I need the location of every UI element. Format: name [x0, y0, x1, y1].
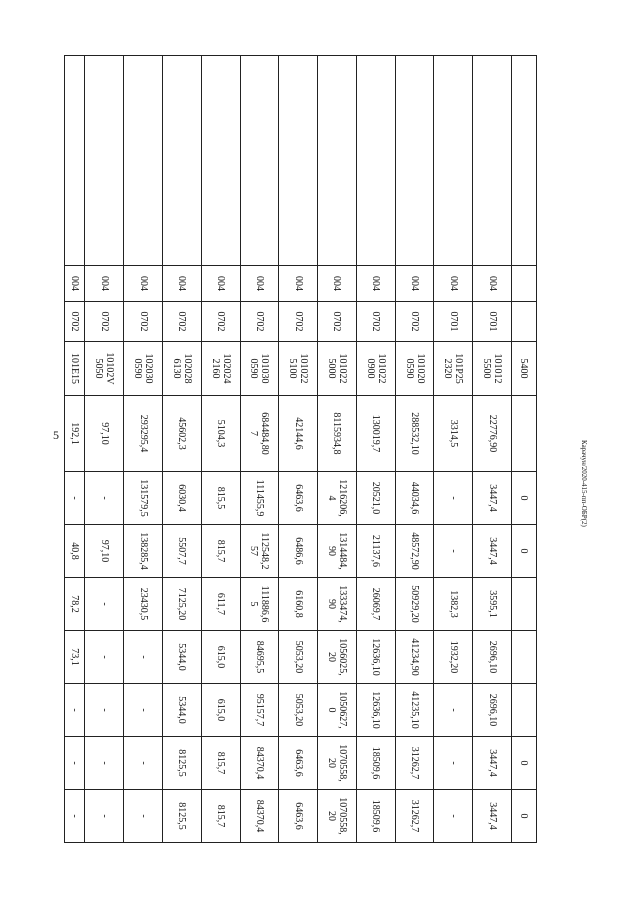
header-cell: 0: [512, 472, 537, 525]
table-row: [356, 56, 395, 843]
header-cell: [512, 302, 537, 342]
table-cell: 1050627, 0: [318, 684, 357, 737]
table-cell: 0702: [85, 302, 124, 342]
table-cell: [240, 56, 279, 266]
table-cell: 1056025, 20: [318, 631, 357, 684]
table-cell: 6463,6: [279, 790, 318, 843]
header-cell: [512, 56, 537, 266]
budget-table-frame: [64, 55, 537, 835]
table-cell: 004: [473, 266, 512, 302]
header-cell: [512, 631, 537, 684]
table-cell: 21137,6: [356, 525, 395, 578]
table-cell: 004: [279, 266, 318, 302]
table-cell: 004: [85, 266, 124, 302]
table-cell: 0702: [356, 302, 395, 342]
table-cell: 12636,10: [356, 684, 395, 737]
table-cell: 8125,5: [162, 737, 201, 790]
table-cell: 004: [395, 266, 434, 302]
table-cell: 7125,20: [162, 578, 201, 631]
table-cell: 0702: [201, 302, 240, 342]
table-cell: 97,10: [85, 396, 124, 472]
table-cell: 84695,5: [240, 631, 279, 684]
table-cell: [279, 56, 318, 266]
table-cell: 101022 5100: [279, 342, 318, 396]
header-cell: 0: [512, 790, 537, 843]
table-cell: -: [65, 737, 85, 790]
table-cell: 1932,20: [434, 631, 473, 684]
table-cell: 73,1: [65, 631, 85, 684]
table-cell: [473, 56, 512, 266]
table-cell: -: [434, 790, 473, 843]
table-cell: -: [434, 472, 473, 525]
table-cell: 45602,3: [162, 396, 201, 472]
table-cell: -: [124, 684, 163, 737]
header-cell: [512, 266, 537, 302]
table-cell: 004: [124, 266, 163, 302]
table-cell: [162, 56, 201, 266]
table-cell: 40,8: [65, 525, 85, 578]
table-cell: -: [85, 631, 124, 684]
table-cell: 3447,4: [473, 525, 512, 578]
table-cell: 615,0: [201, 631, 240, 684]
table-cell: 815,7: [201, 790, 240, 843]
table-cell: 84370,4: [240, 790, 279, 843]
table-cell: 101E15: [65, 342, 85, 396]
table-cell: 615,0: [201, 684, 240, 737]
table-cell: 815,7: [201, 737, 240, 790]
table-cell: [65, 56, 85, 266]
table-cell: 3447,4: [473, 472, 512, 525]
table-cell: 1333474, 90: [318, 578, 357, 631]
table-cell: [318, 56, 357, 266]
table-cell: -: [65, 472, 85, 525]
table-cell: -: [85, 684, 124, 737]
table-cell: 815,7: [201, 525, 240, 578]
table-cell: 41235,10: [395, 684, 434, 737]
table-cell: -: [65, 790, 85, 843]
table-cell: -: [434, 525, 473, 578]
table-cell: 004: [434, 266, 473, 302]
table-cell: 288532,10: [395, 396, 434, 472]
table-cell: 130019,7: [356, 396, 395, 472]
table-cell: 0702: [162, 302, 201, 342]
table-cell: [356, 56, 395, 266]
header-cell: 0: [512, 737, 537, 790]
table-cell: 26069,7: [356, 578, 395, 631]
budget-table: [64, 55, 537, 843]
table-cell: 31262,7: [395, 737, 434, 790]
table-row: [240, 56, 279, 843]
table-cell: 2696,10: [473, 684, 512, 737]
table-cell: 101P25 2320: [434, 342, 473, 396]
table-cell: 5053,20: [279, 684, 318, 737]
table-cell: 102028 6130: [162, 342, 201, 396]
table-cell: 8115934,8: [318, 396, 357, 472]
table-cell: 111886,6 5: [240, 578, 279, 631]
table-cell: 684484,80 7: [240, 396, 279, 472]
table-cell: 3447,4: [473, 790, 512, 843]
table-cell: 5507,7: [162, 525, 201, 578]
table-cell: 18509,6: [356, 737, 395, 790]
table-cell: 131579,5: [124, 472, 163, 525]
header-cell: [512, 578, 537, 631]
table-cell: 138285,4: [124, 525, 163, 578]
table-cell: [85, 56, 124, 266]
table-cell: 004: [318, 266, 357, 302]
table-cell: 192,1: [65, 396, 85, 472]
table-cell: [201, 56, 240, 266]
table-cell: 101022 5000: [318, 342, 357, 396]
table-cell: -: [124, 790, 163, 843]
table-cell: 1216206, 4: [318, 472, 357, 525]
table-cell: 6463,6: [279, 737, 318, 790]
table-cell: 6463,6: [279, 472, 318, 525]
table-cell: 101030 0590: [240, 342, 279, 396]
table-cell: 1382,3: [434, 578, 473, 631]
table-cell: -: [85, 578, 124, 631]
table-row: [201, 56, 240, 843]
table-cell: 101022 0900: [356, 342, 395, 396]
header-cell: [512, 684, 537, 737]
table-row: [85, 56, 124, 843]
table-cell: 8125,5: [162, 790, 201, 843]
table-cell: 5104,3: [201, 396, 240, 472]
table-cell: 004: [162, 266, 201, 302]
table-cell: -: [85, 737, 124, 790]
header-cell: 0: [512, 525, 537, 578]
table-cell: 102030 0590: [124, 342, 163, 396]
table-cell: 97,10: [85, 525, 124, 578]
table-cell: 1070558, 20: [318, 737, 357, 790]
table-row: [124, 56, 163, 843]
table-cell: 101020 0590: [395, 342, 434, 396]
table-cell: 101012 5500: [473, 342, 512, 396]
table-row: [395, 56, 434, 843]
table-cell: 5344,0: [162, 631, 201, 684]
table-cell: 48572,90: [395, 525, 434, 578]
table-cell: 31262,7: [395, 790, 434, 843]
table-cell: 102024 2160: [201, 342, 240, 396]
table-cell: 12636,10: [356, 631, 395, 684]
table-cell: 0702: [395, 302, 434, 342]
table-cell: 2696,10: [473, 631, 512, 684]
table-cell: 0702: [124, 302, 163, 342]
table-cell: 004: [201, 266, 240, 302]
table-cell: 0702: [65, 302, 85, 342]
table-cell: 95157,7: [240, 684, 279, 737]
page-number: 5: [53, 428, 59, 442]
table-cell: 0701: [434, 302, 473, 342]
table-cell: [124, 56, 163, 266]
table-cell: 41234,90: [395, 631, 434, 684]
table-row: [434, 56, 473, 843]
table-cell: 0702: [318, 302, 357, 342]
header-cell: [512, 396, 537, 472]
table-cell: 84370,4: [240, 737, 279, 790]
table-row: [65, 56, 85, 843]
table-cell: 3314,5: [434, 396, 473, 472]
table-cell: 10102V 5050: [85, 342, 124, 396]
table-cell: 6486,6: [279, 525, 318, 578]
table-row: [279, 56, 318, 843]
table-cell: 0701: [473, 302, 512, 342]
table-row: [318, 56, 357, 843]
table-cell: 004: [65, 266, 85, 302]
table-row: [162, 56, 201, 843]
table-cell: 50929,20: [395, 578, 434, 631]
table-cell: 6030,4: [162, 472, 201, 525]
table-cell: 5053,20: [279, 631, 318, 684]
table-cell: 78,2: [65, 578, 85, 631]
table-cell: 22776,90: [473, 396, 512, 472]
header-cell: 5400: [512, 342, 537, 396]
table-header-row: [512, 56, 537, 843]
table-cell: 293295,4: [124, 396, 163, 472]
table-cell: 815,5: [201, 472, 240, 525]
table-cell: 1314484, 90: [318, 525, 357, 578]
table-cell: 42144,6: [279, 396, 318, 472]
table-cell: 5344,0: [162, 684, 201, 737]
table-cell: 6160,8: [279, 578, 318, 631]
table-cell: -: [65, 684, 85, 737]
table-cell: 004: [356, 266, 395, 302]
table-cell: -: [434, 737, 473, 790]
table-cell: 112548,2 57: [240, 525, 279, 578]
table-cell: 004: [240, 266, 279, 302]
table-cell: -: [124, 737, 163, 790]
table-cell: 44034,6: [395, 472, 434, 525]
table-cell: -: [85, 472, 124, 525]
table-cell: -: [124, 631, 163, 684]
table-cell: [395, 56, 434, 266]
table-cell: 0702: [279, 302, 318, 342]
table-cell: [434, 56, 473, 266]
table-cell: 3595,1: [473, 578, 512, 631]
table-cell: -: [434, 684, 473, 737]
table-cell: 1070558, 20: [318, 790, 357, 843]
table-row: [473, 56, 512, 843]
table-cell: 3447,4: [473, 737, 512, 790]
table-cell: -: [85, 790, 124, 843]
table-cell: 18509,6: [356, 790, 395, 843]
table-cell: 611,7: [201, 578, 240, 631]
document-reference: Карачун/2020-415-пп-ОБР(2): [580, 440, 588, 527]
table-cell: 0702: [240, 302, 279, 342]
table-cell: 20521,0: [356, 472, 395, 525]
table-cell: 23430,5: [124, 578, 163, 631]
table-cell: 111455,9: [240, 472, 279, 525]
budget-table-rotated: [64, 55, 537, 835]
